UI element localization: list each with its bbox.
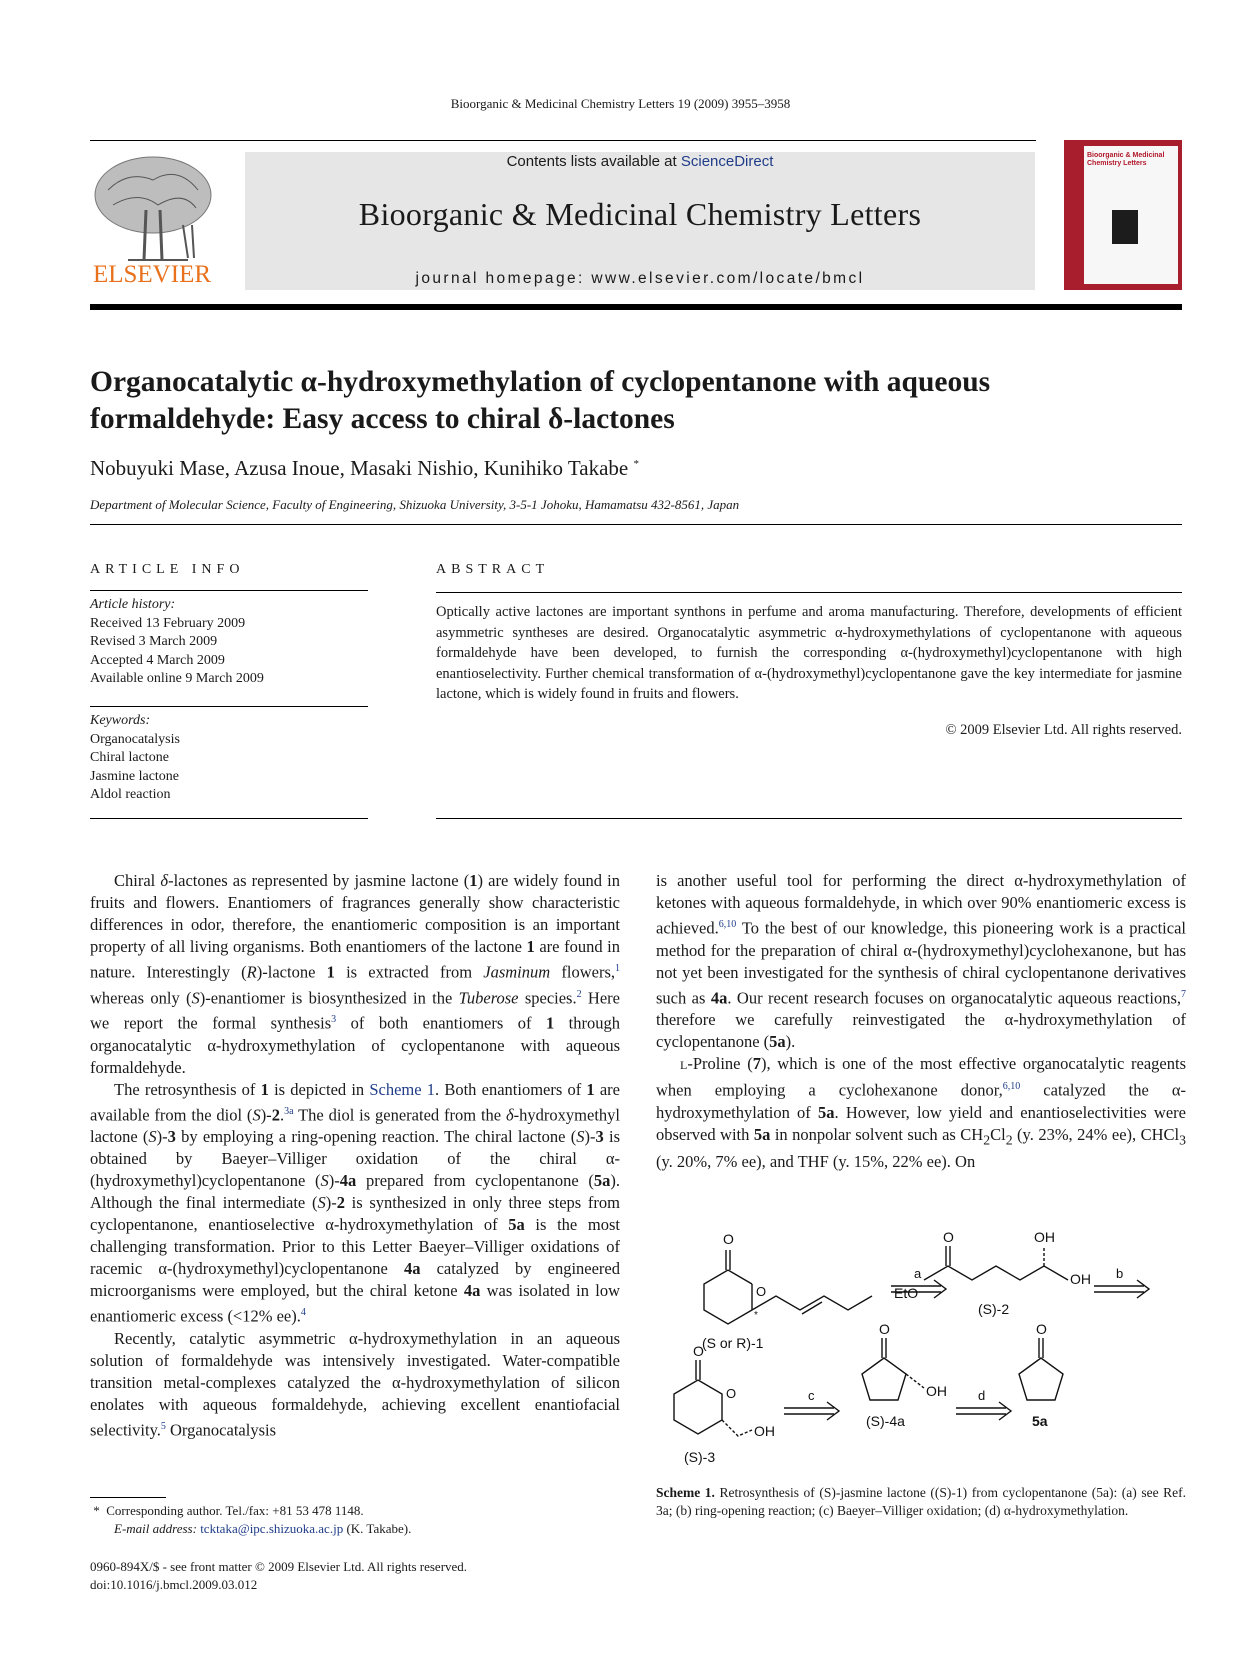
atom-label: OH [1034,1230,1055,1245]
cover-image [1112,210,1138,244]
cover-title: Bioorganic & Medicinal Chemistry Letters [1087,152,1165,167]
keyword-item: Organocatalysis [90,731,180,747]
email-line [90,1520,620,1538]
body-paragraph: is another useful tool for performing the direct α-hydroxymethylation of ketones with aqueous formaldehyde, in which over 90% enantiomeric excess is achieved.$^{6,10}$ To the best of our knowledge, this pioneering work is a practical method for the preparation of chiral α-(hydroxymethyl)cyclohexanone, but has not yet been investigated for the synthesis of chiral cyclopentanone derivatives such as 4a. Our recent research focuses on organocatalytic aqueous reactions,$^7$ therefore we carefully reinvestigated the α-hydroxymethylation of cyclopentanone (5a). [656,871,1186,1051]
article-title: Organocatalytic α-hydroxymethylation of cyclopentanone with aqueous formaldehyde: Easy access to chiral δ-lactones [90,366,991,435]
history-accepted: Accepted 4 March 2009 [90,652,225,668]
atom-label: O [756,1284,767,1299]
atom-label: O [693,1343,704,1359]
header-rule [90,140,1036,141]
footnote [90,1502,620,1538]
author-list [90,456,639,481]
atom-label: OH [1070,1271,1091,1287]
compound-label-2: (S)-2 [978,1301,1010,1317]
keywords-label: Keywords: [90,713,151,728]
email-label: E-mail address: [114,1521,197,1536]
affiliation-rule [90,524,1182,525]
abstract-rule [436,592,1182,593]
elsevier-tree-icon [88,150,218,290]
article-info-bottom-rule [90,818,368,819]
caption-label: Scheme 1. [656,1485,715,1500]
atom-label: OH [926,1383,947,1399]
article-history [90,596,264,689]
corresponding-author [90,1502,620,1520]
atom-label: O [943,1230,954,1245]
abstract-heading: ABSTRACT [436,562,550,577]
scheme-1-drawing [656,1230,1196,1470]
history-revised: Revised 3 March 2009 [90,634,218,649]
email-link[interactable]: tcktaka@ipc.shizuoka.ac.jp [200,1521,344,1536]
contents-line [245,153,1035,170]
body-right-column [656,870,1186,1173]
stereo-mark: * [754,1310,758,1321]
scheme-1 [656,1230,1196,1470]
arrow-label-c: c [808,1388,815,1403]
body-paragraph: L-Proline (7), which is one of the most effective organocatalytic reagents when employing a cyclohexanone donor,$^{6,10}$ catalyzed the α-hydroxymethylation of 5a. However, low yield and enantioselectivities were observed with 5a in nonpolar solvent such as $CH_2Cl_2$ (y. 23%, 24% ee), CHCl$_3$ (y. 20%, 7% ee), and THF (y. 15%, 22% ee). On [656,1054,1186,1171]
body-paragraph: Chiral δ-lactones as represented by jasmine lactone (1) are widely found in fruits and flowers. Enantiomers of fragrances generally show characteristic differences in odor, therefore, the enantiomeric composition is an important property of all living organisms. Both enantiomers of the lactone 1 are found in nature. Interestingly (R)-lactone 1 is extracted from Jasminum flowers,$^1$ whereas only (S)-enantiomer is biosynthesized in the Tuberose species.$^2$ Here we report the formal synthesis$^3$ of both enantiomers of 1 through organocatalytic α-hydroxymethylation of cyclopentanone with aqueous formaldehyde. [90,871,621,1077]
affiliation: Department of Molecular Science, Faculty of Engineering, Shizuoka University, 3-5-1 Johoku, Hamamatsu 432-8561, Japan [90,497,740,512]
abstract-text: Optically active lactones are important synthons in perfume and aroma manufacturing. Therefore, developments of efficient asymmetric syntheses are desired. Organocatalytic asymmetric α-hydroxymethylations of cyclopentanone with aqueous formaldehyde have been developed, to furnish the corresponding α-(hydroxymethyl)cyclopentanone with high enantioselectivity. Further chemical transformation of α-(hydroxymethyl)cyclopentanone gave the key intermediate for jasmine lactone, which is widely found in fruits and flowers. [436,604,1182,702]
keyword-item: Aldol reaction [90,787,171,802]
email-suffix: (K. Takabe). [346,1521,412,1536]
compound-label-5a: 5a [1032,1413,1048,1429]
arrow-label-d: d [978,1388,986,1403]
footnote-rule [90,1497,166,1498]
arrow-label-b: b [1116,1266,1124,1281]
article-info-rule [90,590,368,591]
journal-homepage[interactable]: journal homepage: www.elsevier.com/locate/bmcl [415,270,865,287]
article-info-heading: ARTICLE INFO [90,562,245,577]
body-paragraph: The retrosynthesis of 1 is depicted in Scheme 1. Both enantiomers of 1 are available from the diol (S)-2.$^{3a}$ The diol is generated from the δ-hydroxymethyl lactone (S)-3 by employing a ring-opening reaction. The chiral lactone (S)-3 is obtained by Baeyer–Villiger oxidation of the chiral α-(hydroxymethyl)cyclopentanone (S)-4a prepared from cyclopentanone (5a). Although the final intermediate (S)-2 is synthesized in only three steps from cyclopentanone, enantioselective α-hydroxymethylation of 5a is the most challenging transformation. Prior to this Letter Baeyer–Villiger oxidations of racemic α-(hydroxymethyl)cyclopentanone 4a catalyzed by engineered microorganisms were employed, but the chiral ketone 4a was isolated in low enantiomeric excess (<12% ee).$^4$ [90,1079,621,1326]
caption-text: Retrosynthesis of (S)-jasmine lactone ((S)-1) from cyclopentanone (5a): (a) see Ref. 3a; (b) ring-opening reaction; (c) Baeyer–Villiger oxidation; (d) α-hydroxymethylation. [656,1485,1186,1518]
journal-title: Bioorganic & Medicinal Chemistry Letters [358,196,922,232]
elsevier-wordmark: ELSEVIER [92,261,212,288]
atom-label: OH [754,1423,775,1439]
atom-label: O [879,1321,890,1337]
elsevier-logo [88,150,218,290]
history-label: Article history: [90,597,176,612]
atom-label: O [1036,1321,1047,1337]
contents-prefix: Contents lists available at [506,153,681,170]
abstract-bottom-rule [436,818,1182,819]
header-thick-bar [90,304,1182,310]
atom-label: O [723,1231,734,1247]
sciencedirect-link[interactable]: ScienceDirect [680,153,774,170]
corresponding-text: Corresponding author. Tel./fax: +81 53 478 1148. [106,1503,364,1518]
compound-label-3: (S)-3 [684,1449,716,1465]
doi-line[interactable]: doi:10.1016/j.bmcl.2009.03.012 [90,1577,258,1592]
corresponding-mark[interactable]: * [633,458,639,470]
keyword-item: Jasmine lactone [90,768,180,784]
compound-label-4a: (S)-4a [866,1413,905,1429]
keywords [90,712,180,805]
atom-label: EtO [894,1285,919,1301]
issn-line: 0960-894X/$ - see front matter © 2009 Elsevier Ltd. All rights reserved. [90,1559,468,1574]
keywords-rule [90,706,368,707]
scheme-caption [656,1484,1186,1520]
cover-page [1084,146,1178,284]
body-paragraph: Recently, catalytic asymmetric α-hydroxymethylation in an aqueous solution of formaldehyde was intensively investigated. Water-compatible transition metal-complexes catalyzed the α-hydroxymethylation of silicon enolates with aqueous formaldehyde, achieving excellent enantiofacial selectivity.$^5$ Organocatalysis [90,1328,620,1439]
keyword-item: Chiral lactone [90,750,169,765]
journal-banner [245,152,1035,290]
compound-label-1: (S or R)-1 [702,1335,764,1351]
journal-citation: Bioorganic & Medicinal Chemistry Letters 19 (2009) 3955–3958 [450,96,791,111]
journal-cover [1064,140,1182,290]
history-online: Available online 9 March 2009 [90,671,264,686]
footnote-mark: * [93,1503,100,1518]
body-left-column [90,870,620,1441]
arrow-label-a: a [914,1266,922,1281]
history-received: Received 13 February 2009 [90,615,246,631]
authors-text: Nobuyuki Mase, Azusa Inoue, Masaki Nishio, Kunihiko Takabe [90,456,629,480]
front-matter [90,1558,467,1594]
atom-label: O [726,1386,737,1401]
abstract-copyright: © 2009 Elsevier Ltd. All rights reserved. [945,722,1182,738]
